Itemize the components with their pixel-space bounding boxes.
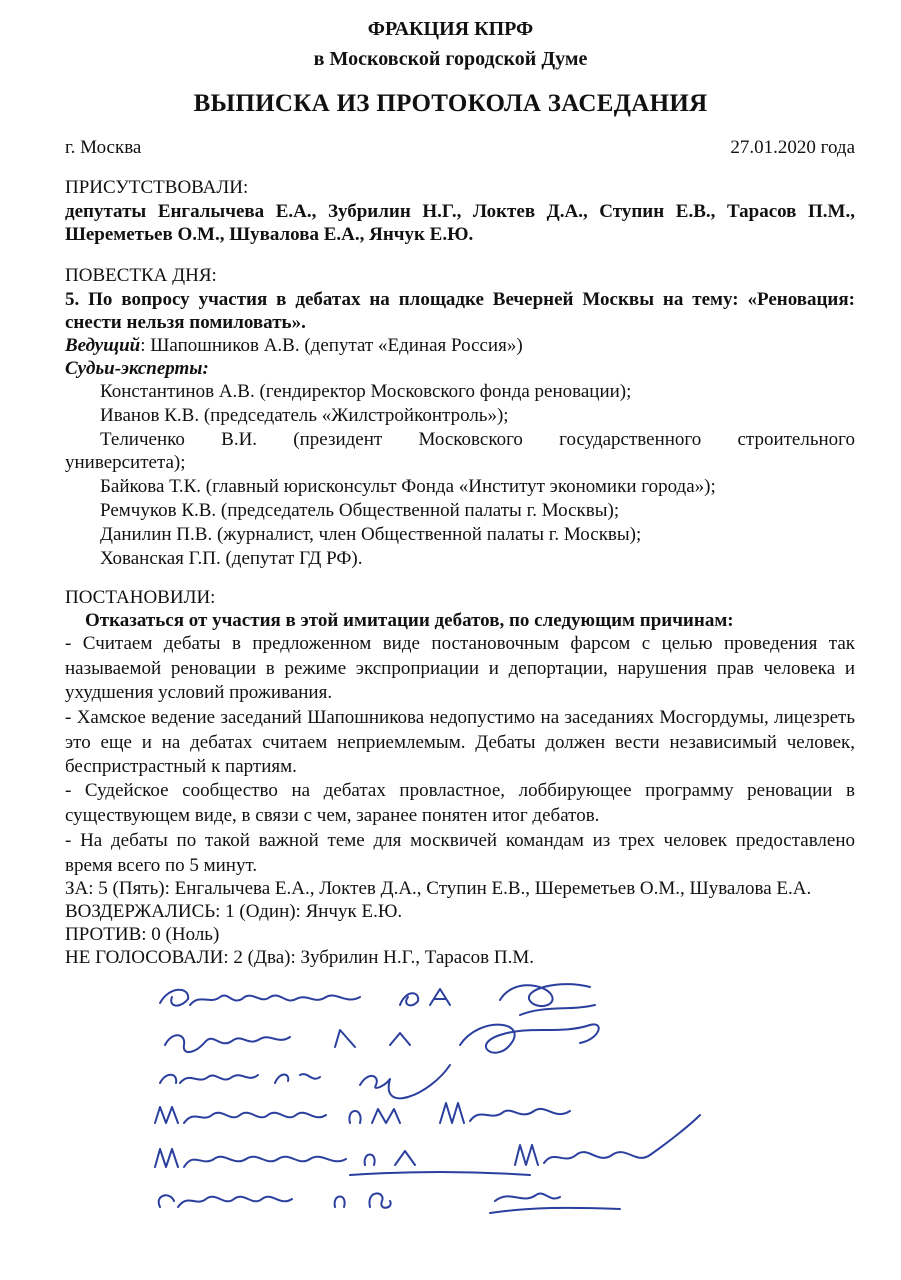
reason-paragraph: - На дебаты по такой важной теме для москвичей командам из трех человек предоставлено время всего по 5 минут. (65, 830, 855, 876)
agenda-item-line-2: снести нельзя помиловать». (65, 312, 306, 333)
judge-item: Байкова Т.К. (главный юрисконсульт Фонда «Институт экономики города»); (100, 476, 716, 497)
agenda-label: ПОВЕСТКА ДНЯ: (65, 265, 217, 286)
judge-item-continued: университета); (65, 452, 186, 473)
decision-lead: Отказаться от участия в этой имитации дебатов, по следующим причинам: (85, 610, 734, 631)
vote-abstain: ВОЗДЕРЖАЛИСЬ: 1 (Один): Янчук Е.Ю. (65, 901, 403, 922)
vote-against: ПРОТИВ: 0 (Ноль) (65, 924, 220, 945)
host-line (65, 334, 855, 357)
reason-paragraph: - Судейское сообщество на дебатах провластное, лоббирующее программу реновации в существующем виде, в связи с чем, заранее понятен итог дебатов. (65, 780, 855, 826)
judge-item: Данилин П.В. (журналист, член Общественной палаты г. Москвы); (100, 524, 642, 545)
present-label: ПРИСУТСТВОВАЛИ: (65, 177, 249, 198)
host-value: : Шапошников А.В. (депутат «Единая Россия») (140, 335, 523, 356)
decision-label: ПОСТАНОВИЛИ: (65, 587, 216, 608)
judge-item: Иванов К.В. (председатель «Жилстройконтроль»); (100, 405, 509, 426)
place-date-row (65, 136, 855, 159)
reason-paragraph: - Хамское ведение заседаний Шапошникова недопустимо на заседаниях Мосгордумы, лицезреть это еще и на дебатах считаем неприемлемым. Дебаты должен вести независимый человек, беспристрастный к партиям. (65, 707, 855, 777)
judge-item: Ремчуков К.В. (председатель Общественной палаты г. Москвы); (100, 500, 620, 521)
document-title: ВЫПИСКА ИЗ ПРОТОКОЛА ЗАСЕДАНИЯ (193, 90, 708, 117)
organ-heading: в Московской городской Думе (313, 48, 588, 70)
host-label: Ведущий (65, 335, 141, 356)
city: г. Москва (65, 137, 142, 158)
reason-paragraph: - Считаем дебаты в предложенном виде постановочным фарсом с целью проведения так называемой реновации в режиме экспроприации и депортации, нарушения прав человека и ухудшения условий проживания. (65, 633, 855, 703)
vote-not-voted: НЕ ГОЛОСОВАЛИ: 2 (Два): Зубрилин Н.Г., Тарасов П.М. (65, 947, 534, 968)
date: 27.01.2020 года (730, 137, 855, 158)
judges-label: Судьи-эксперты: (65, 358, 209, 379)
handwritten-signatures (150, 975, 710, 1225)
judge-item: Хованская Г.П. (депутат ГД РФ). (100, 548, 363, 569)
judge-item: Константинов А.В. (гендиректор Московского фонда реновации); (100, 381, 632, 402)
present-list-line-1: депутаты Енгалычева Е.А., Зубрилин Н.Г., Локтев Д.А., Ступин Е.В., Тарасов П.М., (65, 201, 855, 222)
faction-heading: ФРАКЦИЯ КПРФ (367, 18, 534, 40)
judge-item: Теличенко В.И. (президент Московского государственного строительного (100, 429, 855, 450)
agenda-item-line-1: 5. По вопросу участия в дебатах на площадке Вечерней Москвы на тему: «Реновация: (65, 289, 855, 310)
present-list-line-2: Шереметьев О.М., Шувалова Е.А., Янчук Е.Ю. (65, 224, 474, 245)
vote-for: ЗА: 5 (Пять): Енгалычева Е.А., Локтев Д.А., Ступин Е.В., Шереметьев О.М., Шувалова Е.А. (65, 878, 812, 899)
